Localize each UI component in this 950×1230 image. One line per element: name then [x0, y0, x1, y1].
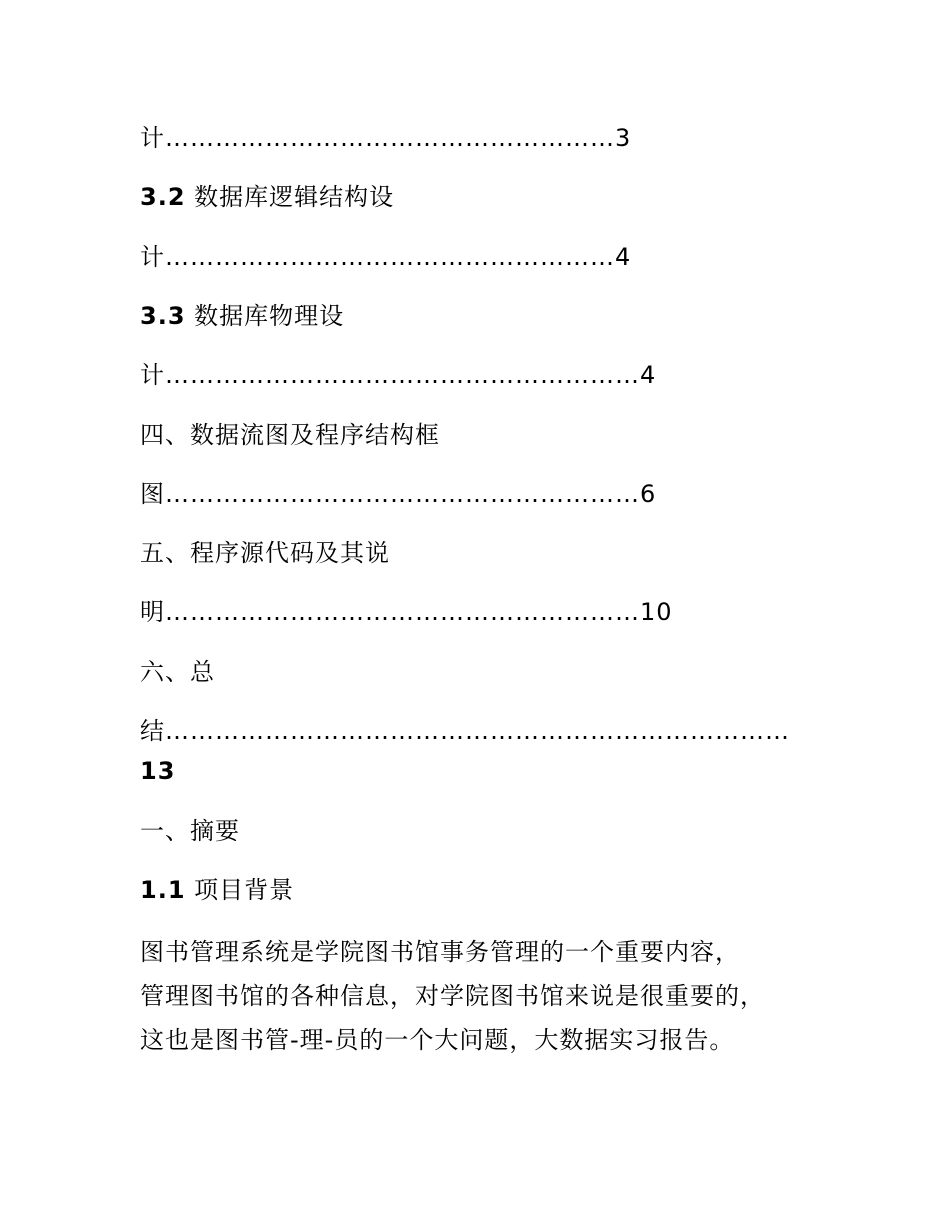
- toc-entry-text: 五、程序源代码及其说: [140, 539, 390, 567]
- toc-entry-text: 明…………………………………………………10: [140, 598, 673, 626]
- toc-entry-text: 计………………………………………………4: [140, 243, 632, 271]
- subsection-number: 1.1: [140, 876, 186, 904]
- section-heading-abstract: 一、摘要: [140, 817, 240, 845]
- toc-entry-text: 数据库逻辑结构设: [185, 183, 395, 211]
- toc-entry-3-2-cont: [140, 242, 631, 272]
- toc-entry-5-cont: [140, 597, 673, 627]
- toc-entry-text: 结…………………………………………………………………: [140, 717, 790, 745]
- toc-entry-design-3-cont: [140, 123, 631, 153]
- toc-page-number: 13: [140, 757, 176, 785]
- toc-entry-number: 3.3: [140, 302, 186, 330]
- toc-entry-3-2: [140, 182, 394, 212]
- toc-entry-4-cont: [140, 479, 656, 509]
- toc-entry-4: [140, 420, 440, 450]
- body-paragraph: [140, 930, 830, 1062]
- toc-entry-text: 计………………………………………………3: [140, 124, 632, 152]
- paragraph-line: 图书管理系统是学院图书馆事务管理的一个重要内容，: [140, 938, 740, 966]
- toc-entry-text: 四、数据流图及程序结构框: [140, 421, 440, 449]
- toc-entry-6-cont: [140, 716, 790, 746]
- toc-entry-text: 数据库物理设: [185, 302, 345, 330]
- paragraph-line: 管理图书馆的各种信息，对学院图书馆来说是很重要的，: [140, 982, 765, 1010]
- toc-entry-6: [140, 657, 215, 687]
- toc-entry-5: [140, 538, 390, 568]
- subsection-heading-background: [140, 875, 294, 905]
- toc-entry-text: 图…………………………………………………6: [140, 480, 657, 508]
- toc-entry-number: 3.2: [140, 183, 186, 211]
- toc-entry-text: 计…………………………………………………4: [140, 361, 657, 389]
- toc-entry-text: 六、总: [140, 658, 215, 686]
- paragraph-line: 这也是图书管-理-员的一个大问题，大数据实习报告。: [140, 1026, 735, 1054]
- subsection-title: 项目背景: [185, 876, 295, 904]
- toc-entry-6-page: [140, 756, 175, 786]
- toc-entry-3-3: [140, 301, 344, 331]
- toc-entry-3-3-cont: [140, 360, 656, 390]
